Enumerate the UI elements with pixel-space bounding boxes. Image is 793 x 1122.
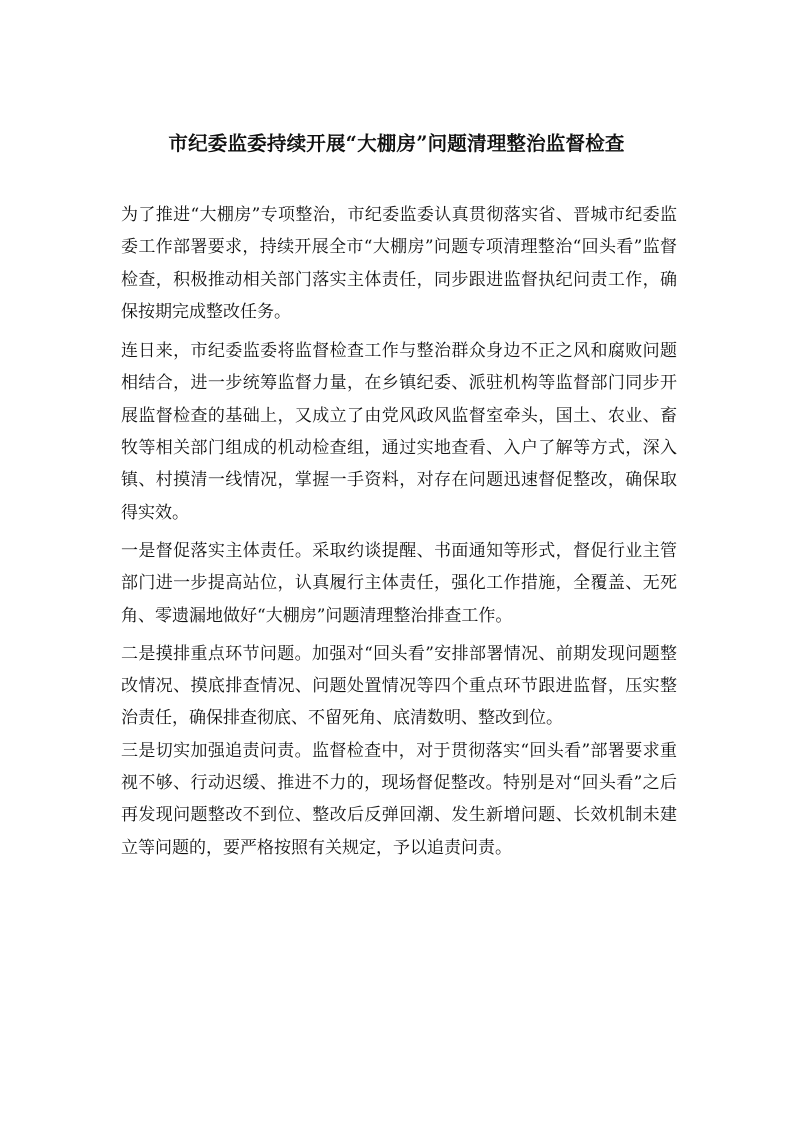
paragraph-1: 为了推进“大棚房”专项整治，市纪委监委认真贯彻落实省、晋城市纪委监委工作部署要求，持续开展全市“大棚房”问题专项清理整治“回头看”监督检查，积极推动相关部门落实主体责任，同步跟进监督执纪问责工作，确保按期完成整改任务。: [121, 205, 677, 322]
document-title: 市纪委监委持续开展“大棚房”问题清理整治监督检查: [168, 132, 625, 155]
paragraph-4: 二是摸排重点环节问题。加强对“回头看”安排部署情况、前期发现问题整改情况、摸底排查情况、问题处置情况等四个重点环节跟进监督，压实整治责任，确保排查彻底、不留死角、底清数明、整改到位。: [121, 643, 677, 729]
paragraph-3: 一是督促落实主体责任。采取约谈提醒、书面通知等形式，督促行业主管部门进一步提高站位，认真履行主体责任，强化工作措施，全覆盖、无死角、零遗漏地做好“大棚房”问题清理整治排查工作。: [121, 540, 677, 626]
paragraph-5: 三是切实加强追责问责。监督检查中，对于贯彻落实“回头看”部署要求重视不够、行动迟缓、推进不力的，现场督促整改。特别是对“回头看”之后再发现问题整改不到位、整改后反弹回潮、发生新增问题、长效机制未建立等问题的，要严格按照有关规定，予以追责问责。: [121, 740, 677, 858]
document-body: [121, 199, 677, 871]
paragraph-2: 连日来，市纪委监委将监督检查工作与整治群众身边不正之风和腐败问题相结合，进一步统筹监督力量，在乡镇纪委、派驻机构等监督部门同步开展监督检查的基础上，又成立了由党风政风监督室牵头，国土、农业、畜牧等相关部门组成的机动检查组，通过实地查看、入户了解等方式，深入镇、村摸清一线情况，掌握一手资料，对存在问题迅速督促整改，确保取得实效。: [121, 341, 677, 523]
